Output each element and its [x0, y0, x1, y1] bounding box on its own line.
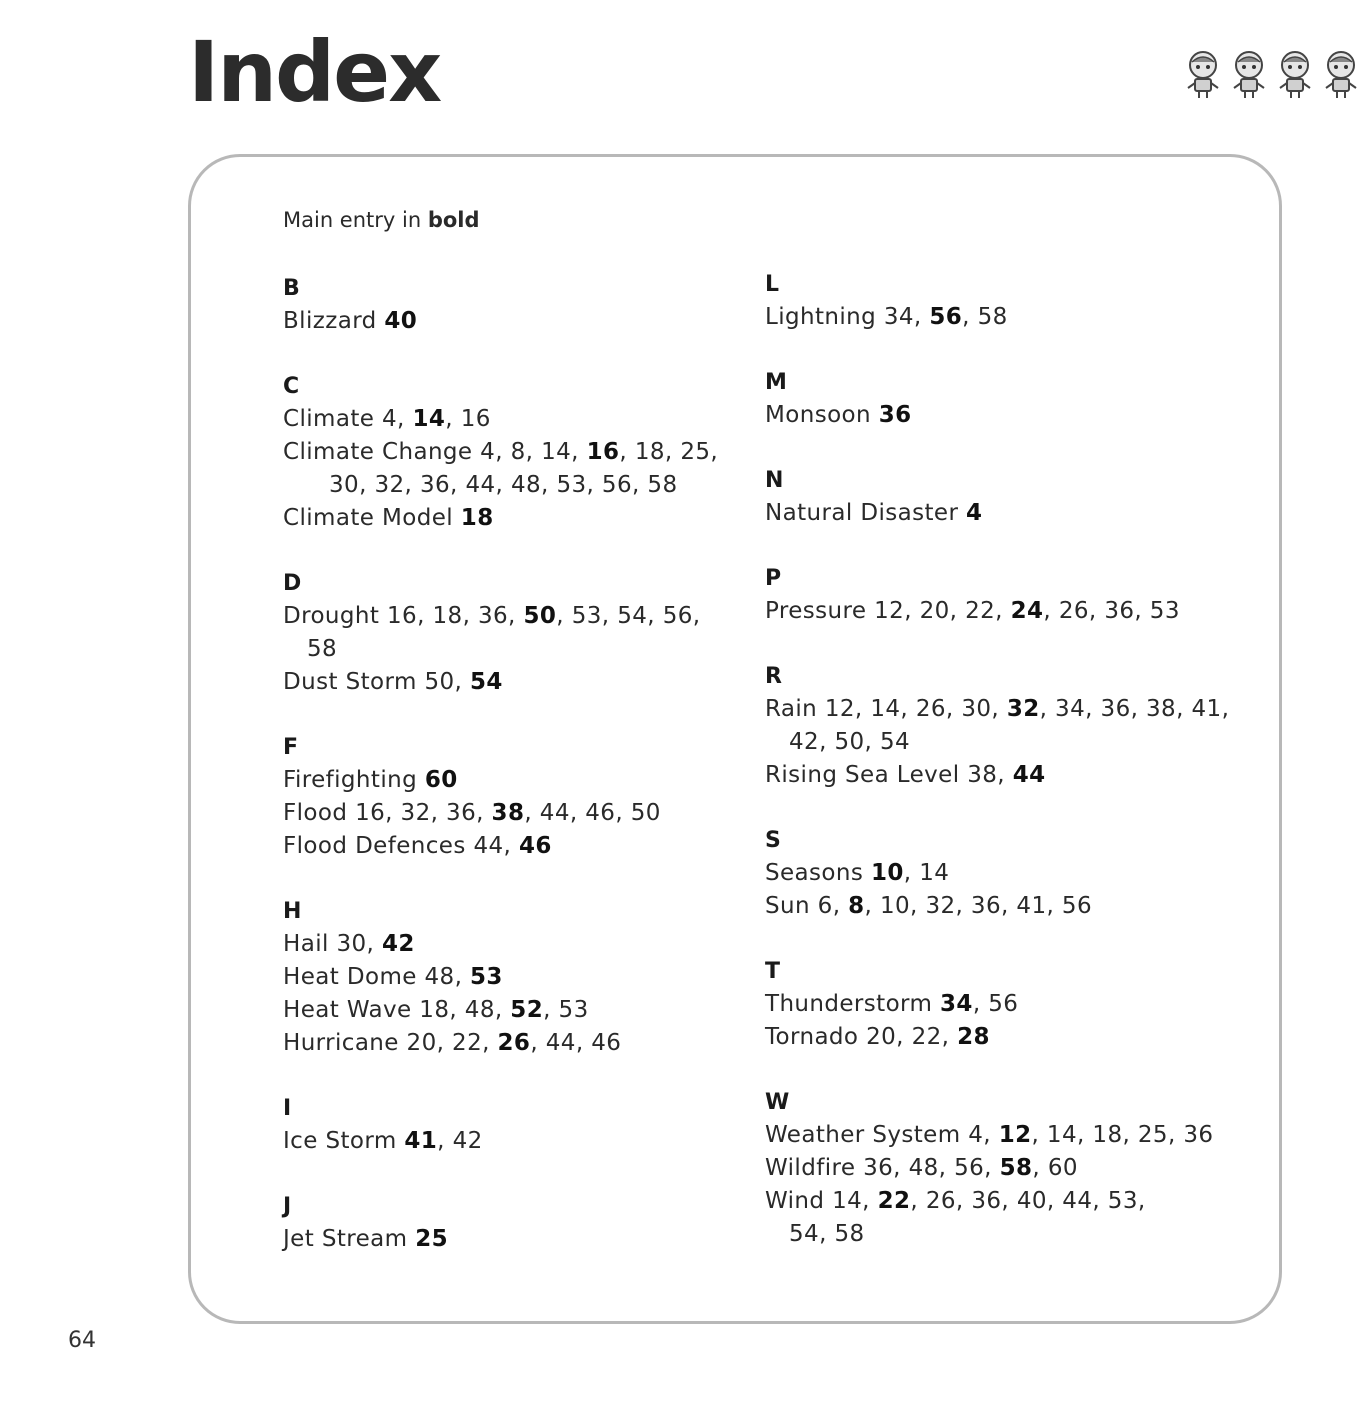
entry-text: , 10, 32, 36, 41, 56	[864, 893, 1092, 919]
index-entry	[765, 1119, 1235, 1152]
entry-text: Sun 6,	[765, 893, 849, 919]
page-ref-main: 28	[957, 1024, 990, 1050]
page-ref-main: 8	[848, 893, 865, 919]
note-bold-word: bold	[427, 208, 480, 232]
section-letter: P	[765, 566, 782, 591]
mascot-figure-icon	[1276, 50, 1314, 100]
index-section	[765, 955, 1235, 1054]
page-ref-main: 60	[424, 767, 458, 793]
index-section	[765, 366, 1235, 432]
note-prefix: Main entry in	[283, 208, 428, 232]
index-entry	[765, 1152, 1235, 1185]
entry-text: , 58	[962, 304, 1008, 330]
section-letter: H	[283, 899, 302, 924]
index-section	[283, 1092, 743, 1158]
page-ref-main: 58	[999, 1155, 1033, 1181]
entry-continuation	[765, 1218, 1235, 1251]
entry-text: , 44, 46	[530, 1030, 622, 1056]
entry-text: , 18, 25,	[619, 439, 719, 465]
index-entry	[283, 436, 743, 502]
page-ref-main: 56	[929, 304, 963, 330]
index-entry	[765, 399, 1235, 432]
entry-text: , 14, 18, 25, 36	[1031, 1122, 1214, 1148]
index-entry	[283, 797, 743, 830]
index-entry	[765, 1185, 1235, 1251]
page-ref-main: 44	[1012, 762, 1046, 788]
index-entry	[283, 928, 743, 961]
page-ref-main: 24	[1010, 598, 1044, 624]
mascot-figure-icon	[1322, 50, 1360, 100]
entry-text: Wind 14,	[765, 1188, 878, 1214]
section-letter: W	[765, 1090, 790, 1115]
entry-text: Ice Storm	[283, 1128, 405, 1154]
mascot-figure-icon	[1230, 50, 1268, 100]
entry-text: Climate Change 4, 8, 14,	[283, 439, 587, 465]
page-ref-main: 40	[384, 308, 418, 334]
index-section	[765, 464, 1235, 530]
entry-continuation	[283, 633, 743, 666]
page-ref-main: 53	[470, 964, 503, 990]
entry-text: Drought 16, 18, 36,	[283, 603, 524, 629]
mascot-figure-icon	[1184, 50, 1222, 100]
index-section	[283, 370, 743, 535]
entry-text: Monsoon	[765, 402, 879, 428]
entry-text: Climate 4,	[283, 406, 413, 432]
index-section	[283, 731, 743, 863]
index-entry	[765, 693, 1235, 759]
entry-text: Flood Defences 44,	[283, 833, 519, 859]
page-ref-main: 38	[491, 800, 525, 826]
entry-text: , 60	[1032, 1155, 1078, 1181]
entry-text: Seasons	[765, 860, 871, 886]
entry-text: Lightning 34,	[765, 304, 930, 330]
index-entry	[283, 961, 743, 994]
section-letter: F	[283, 735, 299, 760]
entry-text: 58	[307, 636, 338, 662]
entry-text: Rain 12, 14, 26, 30,	[765, 696, 1007, 722]
index-section	[283, 895, 743, 1060]
entry-text: , 26, 36, 53	[1043, 598, 1180, 624]
index-entry	[283, 666, 743, 699]
index-column-left	[283, 272, 743, 1288]
page-ref-main: 25	[415, 1226, 449, 1252]
page-ref-main: 12	[998, 1122, 1032, 1148]
section-letter: J	[283, 1194, 292, 1219]
index-entry	[765, 857, 1235, 890]
entry-text: Heat Wave 18, 48,	[283, 997, 511, 1023]
page-ref-main: 22	[877, 1188, 911, 1214]
page-ref-main: 10	[870, 860, 904, 886]
page-ref-main: 46	[518, 833, 552, 859]
entry-text: Flood 16, 32, 36,	[283, 800, 492, 826]
page-ref-main: 18	[460, 505, 494, 531]
entry-text: , 42	[437, 1128, 483, 1154]
index-entry	[283, 600, 743, 666]
index-column-right	[765, 268, 1235, 1283]
section-letter: I	[283, 1096, 292, 1121]
section-letter: R	[765, 664, 782, 689]
index-entry	[283, 994, 743, 1027]
page-ref-main: 14	[412, 406, 446, 432]
page-ref-main: 36	[878, 402, 912, 428]
index-entry	[283, 305, 743, 338]
entry-text: Hail 30,	[283, 931, 382, 957]
entry-text: Jet Stream	[283, 1226, 416, 1252]
section-letter: C	[283, 374, 300, 399]
index-entry	[765, 890, 1235, 923]
index-section	[765, 660, 1235, 792]
page-ref-main: 4	[966, 500, 983, 526]
page-ref-main: 26	[497, 1030, 531, 1056]
index-section	[765, 1086, 1235, 1251]
page-ref-main: 34	[940, 991, 973, 1017]
page-ref-main: 42	[381, 931, 415, 957]
index-entry	[765, 595, 1235, 628]
index-section	[765, 824, 1235, 923]
page-ref-main: 41	[404, 1128, 438, 1154]
page-title: Index	[188, 23, 441, 121]
index-section	[283, 567, 743, 699]
entry-text: Natural Disaster	[765, 500, 967, 526]
section-letter: M	[765, 370, 787, 395]
section-letter: L	[765, 272, 780, 297]
entry-text: , 53	[543, 997, 589, 1023]
index-entry	[283, 502, 743, 535]
index-entry	[765, 1021, 1235, 1054]
mascot-decoration	[1184, 50, 1360, 100]
section-letter: D	[283, 571, 302, 596]
entry-text: , 53, 54, 56,	[556, 603, 701, 629]
section-letter: B	[283, 276, 300, 301]
entry-text: , 34, 36, 38, 41,	[1039, 696, 1230, 722]
entry-text: Rising Sea Level 38,	[765, 762, 1013, 788]
index-entry	[283, 1125, 743, 1158]
index-entry	[283, 830, 743, 863]
page-ref-main: 54	[469, 669, 503, 695]
page-number: 64	[68, 1328, 96, 1353]
index-entry	[765, 988, 1235, 1021]
entry-text: Wildfire 36, 48, 56,	[765, 1155, 1000, 1181]
index-entry	[283, 1027, 743, 1060]
entry-text: , 56	[972, 991, 1019, 1017]
entry-text: Heat Dome 48,	[283, 964, 471, 990]
entry-text: 30, 32, 36, 44, 48, 53, 56, 58	[329, 472, 678, 498]
index-entry	[283, 764, 743, 797]
entry-continuation	[283, 469, 743, 502]
page-ref-main: 32	[1006, 696, 1040, 722]
entry-text: Blizzard	[283, 308, 385, 334]
index-entry	[765, 301, 1235, 334]
section-letter: N	[765, 468, 784, 493]
page-ref-main: 50	[523, 603, 557, 629]
entry-text: , 16	[445, 406, 491, 432]
entry-text: Hurricane 20, 22,	[283, 1030, 498, 1056]
section-letter: T	[765, 959, 781, 984]
entry-text: 54, 58	[789, 1221, 865, 1247]
index-section	[283, 1190, 743, 1256]
page-ref-main: 16	[586, 439, 620, 465]
index-section	[283, 272, 743, 338]
index-section	[765, 562, 1235, 628]
entry-text: Pressure 12, 20, 22,	[765, 598, 1011, 624]
entry-text: Weather System 4,	[765, 1122, 999, 1148]
index-entry	[283, 1223, 743, 1256]
entry-text: Firefighting	[283, 767, 425, 793]
entry-text: Climate Model	[283, 505, 461, 531]
entry-text: 42, 50, 54	[789, 729, 911, 755]
entry-text: , 26, 36, 40, 44, 53,	[910, 1188, 1146, 1214]
entry-text: Tornado 20, 22,	[765, 1024, 958, 1050]
entry-text: Dust Storm 50,	[283, 669, 470, 695]
entry-text: , 44, 46, 50	[524, 800, 661, 826]
index-entry	[283, 403, 743, 436]
entry-continuation	[765, 726, 1235, 759]
entry-text: , 14	[903, 860, 950, 886]
index-entry	[765, 497, 1235, 530]
index-entry	[765, 759, 1235, 792]
entry-text: Thunderstorm	[765, 991, 941, 1017]
index-section	[765, 268, 1235, 334]
bold-legend-note	[283, 208, 480, 232]
section-letter: S	[765, 828, 781, 853]
page-ref-main: 52	[510, 997, 544, 1023]
